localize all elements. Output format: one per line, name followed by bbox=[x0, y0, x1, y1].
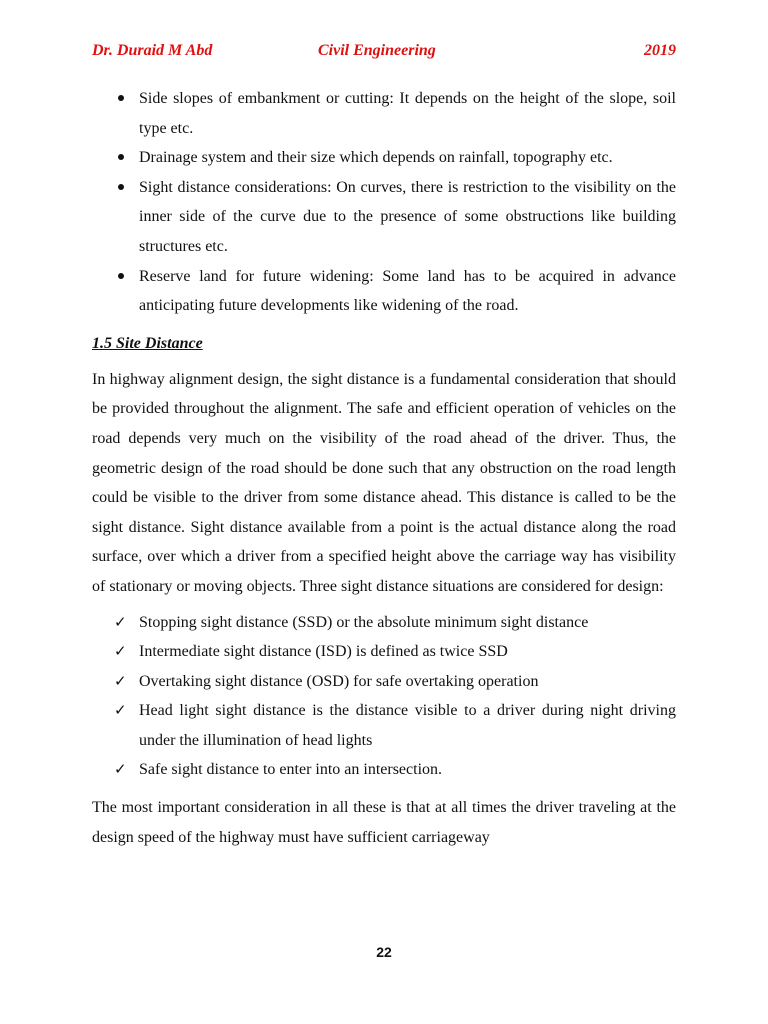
list-item bbox=[92, 667, 676, 697]
list-item-text: Head light sight distance is the distance visible to a driver during night driving under the illumination of head lights bbox=[139, 702, 676, 749]
list-item-text: Intermediate sight distance (ISD) is defined as twice SSD bbox=[139, 643, 508, 661]
list-item bbox=[92, 173, 676, 262]
header-year: 2019 bbox=[644, 42, 676, 59]
list-item-text: Drainage system and their size which depends on rainfall, topography etc. bbox=[139, 149, 613, 167]
list-item-text: Side slopes of embankment or cutting: It depends on the height of the slope, soil type etc. bbox=[139, 90, 676, 137]
page-content bbox=[92, 84, 676, 852]
bullet-icon bbox=[118, 154, 124, 160]
section-paragraph: In highway alignment design, the sight distance is a fundamental consideration that should be provided throughout the alignment. The safe and efficient operation of vehicles on the road depends very much on the visibility of the road ahead of the driver. Thus, the geometric design of the road should be done such that any obstruction on the road length could be visible to the driver from some distance ahead. This distance is called to be the sight distance. Sight distance available from a point is the actual distance along the road surface, over which a driver from a specified height above the carriage way has visibility of stationary or moving objects. Three sight distance situations are considered for design: bbox=[92, 370, 676, 595]
page-number: 22 bbox=[376, 944, 392, 960]
header-author: Dr. Duraid M Abd bbox=[92, 42, 213, 59]
list-item-text: Sight distance considerations: On curves, there is restriction to the visibility on the inner side of the curve due to the presence of some obstructions like building structures etc. bbox=[139, 178, 676, 255]
list-item bbox=[92, 608, 676, 638]
list-item bbox=[92, 637, 676, 667]
check-icon: ✓ bbox=[114, 612, 127, 631]
list-item-text: Safe sight distance to enter into an intersection. bbox=[139, 761, 443, 779]
check-icon: ✓ bbox=[114, 760, 127, 779]
list-item-text: Overtaking sight distance (OSD) for safe overtaking operation bbox=[139, 672, 539, 690]
list-item bbox=[92, 84, 676, 143]
bullet-list bbox=[92, 84, 676, 321]
check-list bbox=[92, 608, 676, 786]
check-icon: ✓ bbox=[114, 671, 127, 690]
list-item bbox=[92, 262, 676, 321]
bullet-icon bbox=[118, 184, 124, 190]
bullet-icon bbox=[118, 273, 124, 279]
section-heading: 1.5 Site Distance bbox=[92, 334, 203, 352]
list-item-text: Reserve land for future widening: Some land has to be acquired in advance anticipating future developments like widening of the road. bbox=[139, 267, 676, 315]
closing-paragraph: The most important consideration in all these is that at all times the driver traveling at the design speed of the highway must have sufficient carriageway bbox=[92, 799, 676, 846]
check-icon: ✓ bbox=[114, 701, 127, 720]
list-item-text: Stopping sight distance (SSD) or the absolute minimum sight distance bbox=[139, 613, 589, 631]
list-item bbox=[92, 696, 676, 755]
header-subject: Civil Engineering bbox=[318, 42, 436, 59]
bullet-icon bbox=[118, 95, 124, 101]
list-item bbox=[92, 143, 676, 173]
list-item bbox=[92, 755, 676, 785]
page-header bbox=[92, 42, 676, 64]
check-icon: ✓ bbox=[114, 642, 127, 661]
